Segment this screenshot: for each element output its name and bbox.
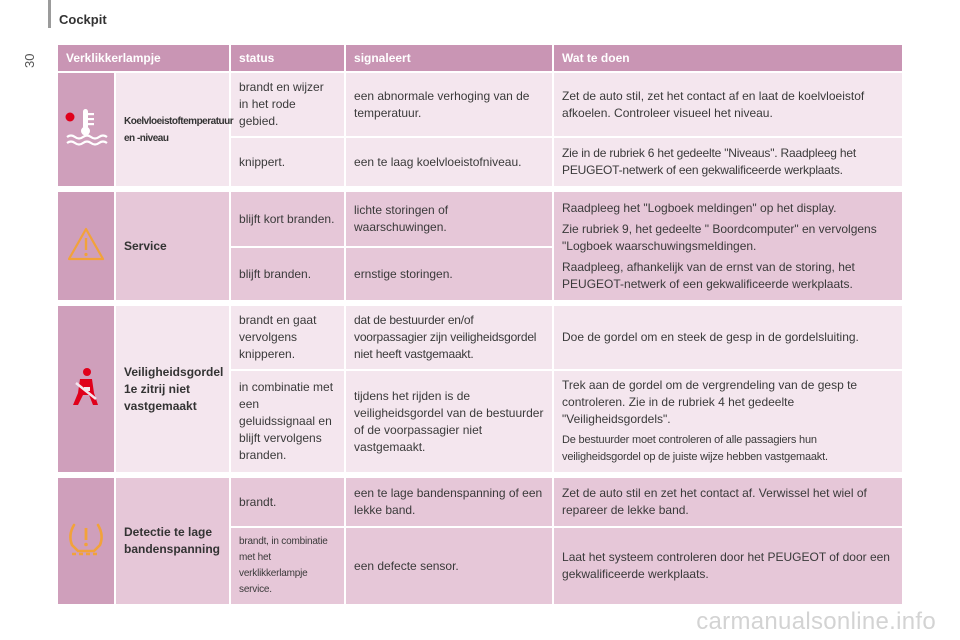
coolant-temperature-icon bbox=[63, 138, 109, 152]
table-header-row bbox=[58, 45, 904, 71]
icon-cell bbox=[58, 304, 116, 472]
status-cell: brandt, in combinatie met het verklikkerlampje service. bbox=[231, 526, 346, 604]
action-text: Trek aan de gordel om de vergrendeling van de gesp te controleren. Zie in de rubriek 4 het gedeelte "Veiligheidsgordels". bbox=[562, 378, 858, 426]
seatbelt-icon bbox=[68, 396, 104, 410]
status-cell: blijft branden. bbox=[231, 246, 346, 300]
lamp-label: Service bbox=[116, 190, 231, 300]
header-lamp: Verklikkerlampje bbox=[58, 45, 231, 71]
action-text: Zet de auto stil en zet het contact af. Verwissel het wiel of repareer de lekke band. bbox=[562, 486, 867, 517]
table-row bbox=[58, 476, 904, 526]
action-text: Raadpleeg het "Logboek meldingen" op het display. bbox=[562, 200, 837, 215]
action-cell bbox=[554, 190, 904, 300]
tyre-pressure-icon bbox=[66, 546, 106, 560]
action-text: Zie in de rubriek 6 het gedeelte "Niveaus". Raadpleeg het PEUGEOT-netwerk of een gekwalificeerde werkplaats. bbox=[562, 146, 856, 177]
signal-cell: een defecte sensor. bbox=[346, 526, 554, 604]
action-cell bbox=[554, 304, 904, 369]
icon-cell bbox=[58, 476, 116, 604]
table-row bbox=[58, 190, 904, 246]
header-signal: signaleert bbox=[346, 45, 554, 71]
action-text: Laat het systeem controleren door het PEUGEOT of door een gekwalificeerde werkplaats. bbox=[562, 550, 890, 581]
action-cell bbox=[554, 526, 904, 604]
action-cell bbox=[554, 136, 904, 186]
status-cell: in combinatie met een geluidssignaal en blijft vervolgens branden. bbox=[231, 369, 346, 472]
status-cell: blijft kort branden. bbox=[231, 190, 346, 246]
signal-cell: een abnormale verhoging van de temperatuur. bbox=[346, 71, 554, 136]
action-cell bbox=[554, 71, 904, 136]
status-cell: brandt en gaat vervolgens knipperen. bbox=[231, 304, 346, 369]
action-cell bbox=[554, 369, 904, 472]
signal-cell: tijdens het rijden is de veiligheidsgordel van de bestuurder of de voorpassagier niet vastgemaakt. bbox=[346, 369, 554, 472]
warning-lamp-table bbox=[58, 45, 904, 604]
icon-cell bbox=[58, 71, 116, 186]
header-action: Wat te doen bbox=[554, 45, 904, 71]
action-text: De bestuurder moet controleren of alle passagiers hun veiligheidsgordel op de juiste wijze hebben vastgemaakt. bbox=[562, 434, 828, 463]
status-cell: brandt. bbox=[231, 476, 346, 526]
table-row bbox=[58, 304, 904, 369]
lamp-label: Veiligheidsgordel 1e zitrij niet vastgemaakt bbox=[116, 304, 231, 472]
signal-cell: een te laag koelvloeistofniveau. bbox=[346, 136, 554, 186]
table-row bbox=[58, 71, 904, 136]
lamp-label: Koelvloeistoftemperatuur en -niveau bbox=[116, 71, 231, 186]
signal-cell: dat de bestuurder en/of voorpassagier zijn veiligheidsgordel niet heeft vastgemaakt. bbox=[346, 304, 554, 369]
section-title: Cockpit bbox=[59, 12, 107, 27]
status-cell: knippert. bbox=[231, 136, 346, 186]
service-warning-icon bbox=[66, 251, 106, 265]
icon-cell bbox=[58, 190, 116, 300]
status-cell: brandt en wijzer in het rode gebied. bbox=[231, 71, 346, 136]
lamp-label: Detectie te lage bandenspanning bbox=[116, 476, 231, 604]
signal-cell: een te lage bandenspanning of een lekke band. bbox=[346, 476, 554, 526]
action-text: Doe de gordel om en steek de gesp in de gordelsluiting. bbox=[562, 330, 859, 344]
action-cell bbox=[554, 476, 904, 526]
signal-cell: ernstige storingen. bbox=[346, 246, 554, 300]
watermark: carmanualsonline.info bbox=[696, 608, 936, 635]
action-text: Raadpleeg, afhankelijk van de ernst van de storing, het PEUGEOT-netwerk of een gekwalificeerde werkplaats. bbox=[562, 259, 855, 291]
action-text: Zet de auto stil, zet het contact af en laat de koelvloeistof afkoelen. Controleer visueel het niveau. bbox=[562, 88, 865, 120]
action-text: Zie rubriek 9, het gedeelte " Boordcomputer" en vervolgens "Logboek waarschuwingsmeldingen. bbox=[562, 221, 877, 253]
signal-cell: lichte storingen of waarschuwingen. bbox=[346, 190, 554, 246]
side-bar bbox=[48, 0, 51, 28]
header-status: status bbox=[231, 45, 346, 71]
page-number: 30 bbox=[22, 53, 37, 68]
